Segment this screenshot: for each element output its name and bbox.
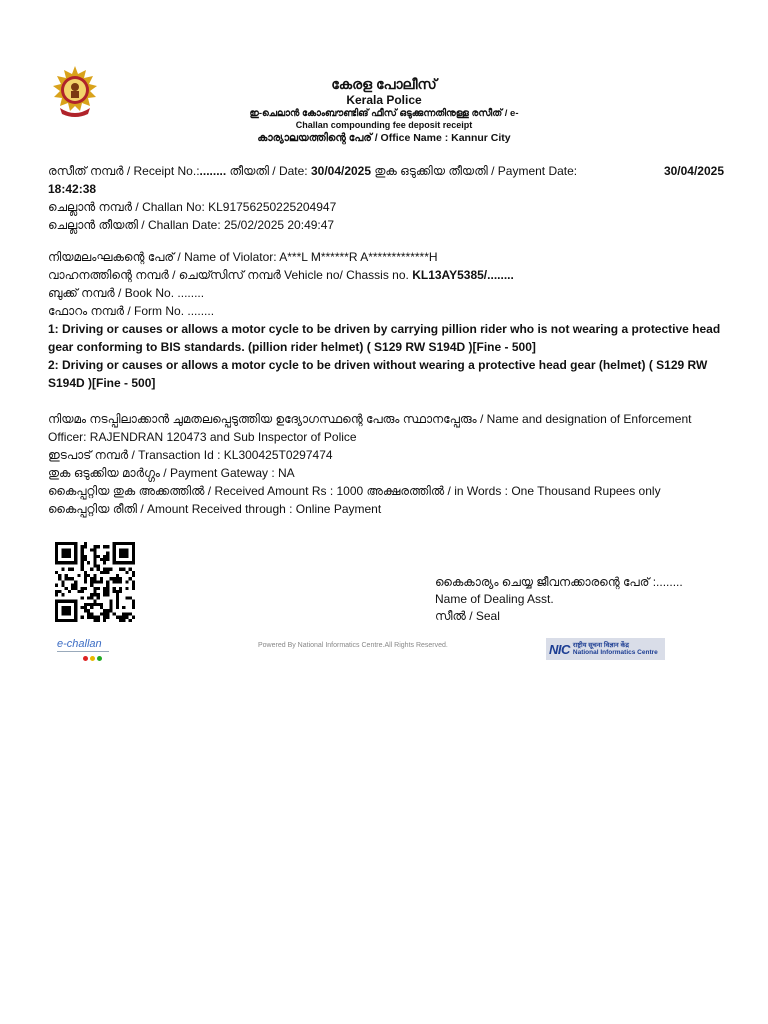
transaction-id: ഇടപാട് നമ്പർ / Transaction Id : KL300425T0297474 [48, 448, 333, 462]
form-no: ഫോറം നമ്പർ / Form No. ........ [48, 304, 215, 318]
receipt-details [48, 162, 724, 234]
receipt-subtitle-en: Challan compounding fee deposit receipt [295, 120, 473, 130]
payment-time: 18:42:38 [48, 182, 97, 196]
receipt-subtitle-ml: ഇ-ചെലാൻ കോംബൗണ്ടിങ് ഫീസ് ഒടുക്കുന്നതിനുള്ള രസീത് / e- [249, 108, 519, 119]
nic-logo-text: NIC [549, 641, 570, 657]
office-name: കാര്യാലയത്തിന്റെ പേര് / Office Name : Kannur City [257, 132, 511, 144]
receipt-line [48, 162, 724, 180]
violation-item: 1: Driving or causes or allows a motor cycle to be driven by carrying pillion rider who is not wearing a protective head gear conforming to BIS standards. (pillion rider helmet) ( S129 RW S194D )[Fine - 500] [48, 322, 721, 354]
nic-name: National Informatics Centre [572, 649, 658, 656]
dealing-name-en: Name of Dealing Asst. [435, 592, 554, 606]
date-value: 30/04/2025 [310, 164, 372, 178]
payment-date-label: തുക ഒടുക്കിയ തീയതി / Payment Date: [371, 164, 578, 178]
received-amount: കൈപ്പറ്റിയ തുക അക്കത്തിൽ / Received Amount Rs : 1000 അക്ഷരത്തിൽ / in Words : One Thousand Rupees only [48, 484, 661, 498]
violator-details [48, 248, 724, 392]
date-label: തീയതി / Date: [226, 164, 311, 178]
echallan-logo-text: e-challan [57, 638, 102, 650]
payment-date-value: 30/04/2025 [663, 164, 724, 178]
qr-code [55, 541, 135, 623]
seal-label: സീൽ / Seal [435, 609, 500, 623]
vehicle-line [48, 266, 724, 284]
vehicle-label: വാഹനത്തിന്റെ നമ്പർ / ചെയ്സിസ് നമ്പർ Vehicle no/ Chassis no. [48, 268, 413, 282]
book-no: ബുക്ക് നമ്പർ / Book No. ........ [48, 286, 205, 300]
receipt-header [0, 76, 768, 145]
challan-date: ചെല്ലാൻ തീയതി / Challan Date: 25/02/2025 20:49:47 [48, 218, 335, 232]
officer-details [48, 410, 724, 518]
receipt-no-value: ........ [199, 164, 227, 178]
dealing-name-ml: കൈകാര്യം ചെയ്യ ജീവനക്കാരന്റെ പേര് :........ [435, 575, 683, 589]
received-through: കൈപ്പറ്റിയ രീതി / Amount Received through : Online Payment [48, 502, 382, 516]
vehicle-value: KL13AY5385/........ [412, 268, 514, 282]
org-title-ml: കേരള പോലീസ് [331, 76, 437, 92]
echallan-logo [57, 634, 112, 664]
violation-item: 2: Driving or causes or allows a motor cycle to be driven without wearing a protective head gear (helmet) ( S129 RW S194D )[Fine - 500] [48, 358, 708, 390]
nic-hindi: राष्ट्रीय सूचना विज्ञान केंद्र [572, 642, 629, 649]
receipt-no-label: രസീത് നമ്പർ / Receipt No.: [48, 164, 200, 178]
violator-name: നിയമലംഘകന്റെ പേര് / Name of Violator: A***L M******R A*************H [48, 250, 438, 264]
challan-no: ചെല്ലാൻ നമ്പർ / Challan No: KL91756250225204947 [48, 200, 337, 214]
dealing-assistant-block [435, 574, 683, 625]
payment-gateway: തുക ഒടുക്കിയ മാർഗ്ഗം / Payment Gateway : NA [48, 466, 295, 480]
nic-logo [546, 638, 665, 660]
powered-by-text: Powered By National Informatics Centre.All Rights Reserved. [258, 642, 448, 649]
org-title-en: Kerala Police [346, 93, 422, 107]
officer-designation: നിയമം നടപ്പിലാക്കാൻ ചുമതലപ്പെടുത്തിയ ഉദ്യോഗസ്ഥന്റെ പേരും സ്ഥാനപ്പേരും / Name and designation of Enforcement Officer: RAJENDRAN 120473 and Sub Inspector of Police [48, 412, 692, 444]
